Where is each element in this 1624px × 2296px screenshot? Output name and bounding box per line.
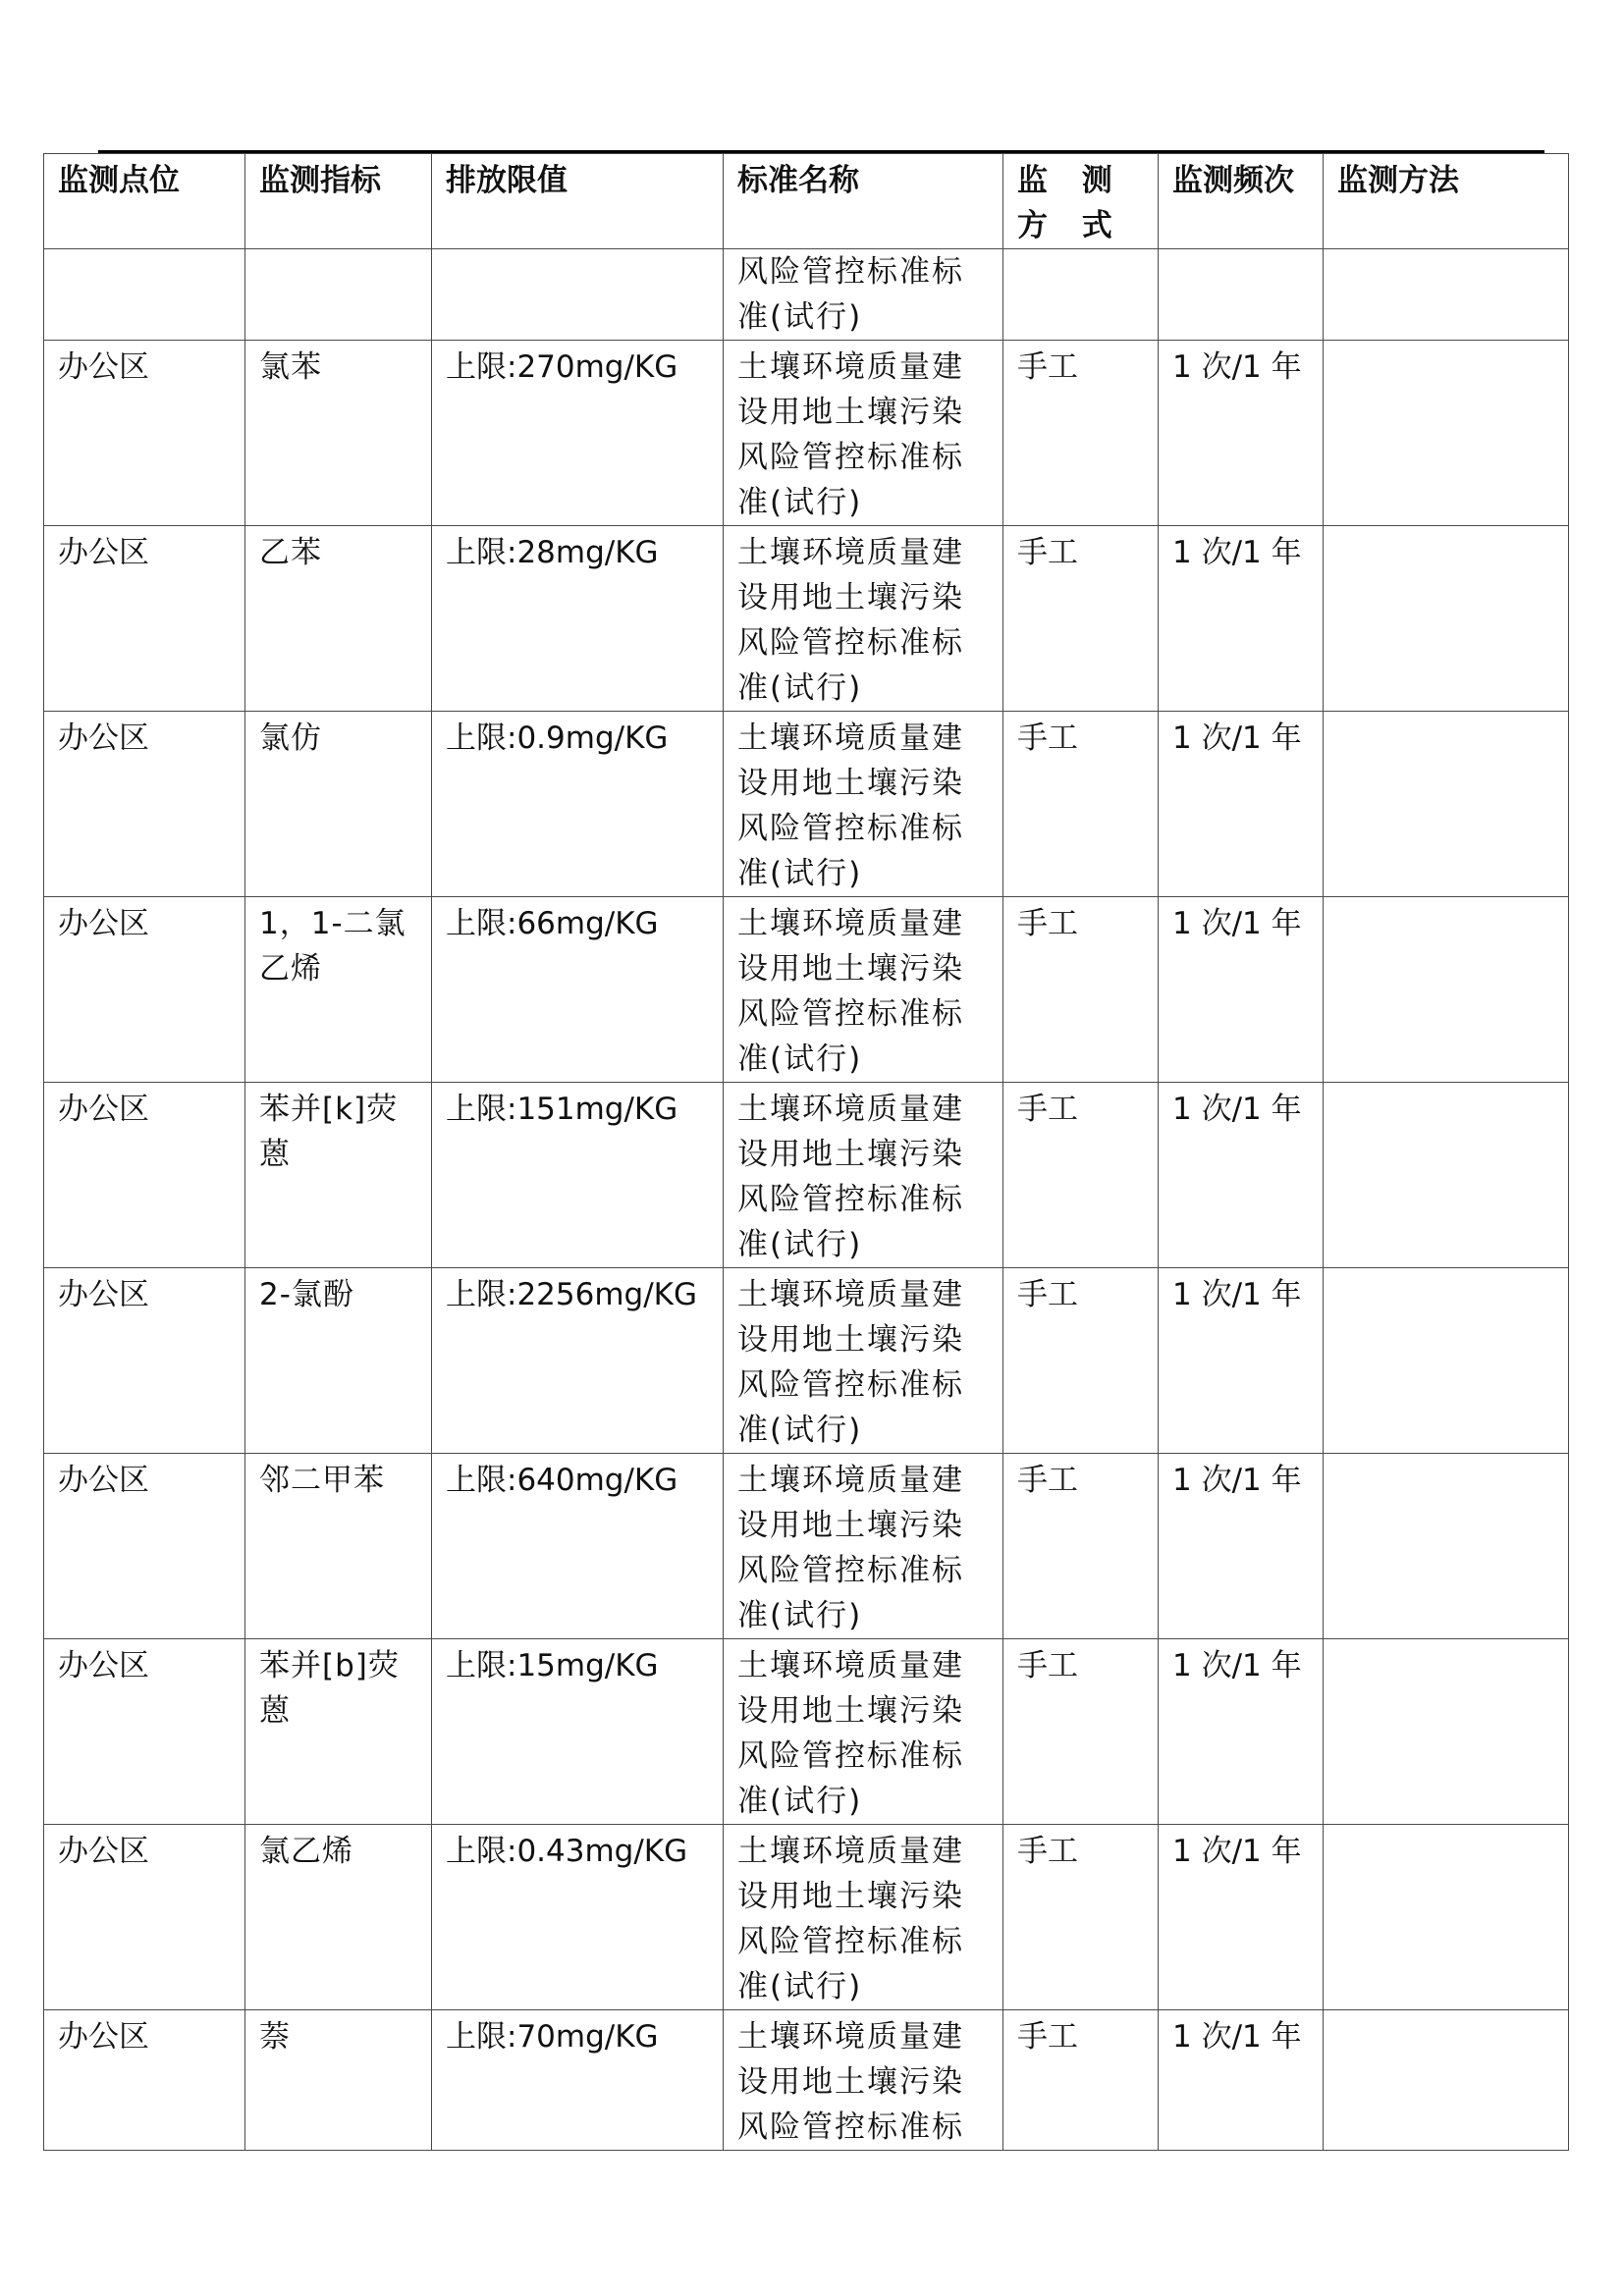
table-row (44, 897, 1569, 1083)
cell-frequency: 1 次/1 年 (1159, 1639, 1324, 1825)
cell-limit: 上限:0.9mg/KG (432, 712, 724, 897)
cell-standard: 土壤环境质量建设用地土壤污染风险管控标准标准(试行) (724, 1268, 1003, 1454)
cell-indicator (245, 249, 432, 341)
cell-method (1324, 1825, 1569, 2010)
cell-indicator: 2-氯酚 (245, 1268, 432, 1454)
cell-limit: 上限:66mg/KG (432, 897, 724, 1083)
cell-method (1324, 712, 1569, 897)
table-row (44, 1825, 1569, 2010)
cell-frequency: 1 次/1 年 (1159, 712, 1324, 897)
cell-frequency: 1 次/1 年 (1159, 1825, 1324, 2010)
cell-mode: 手工 (1003, 1268, 1159, 1454)
cell-location: 办公区 (44, 1083, 245, 1268)
cell-method (1324, 1639, 1569, 1825)
cell-limit: 上限:640mg/KG (432, 1454, 724, 1639)
table-row (44, 2010, 1569, 2151)
cell-location: 办公区 (44, 341, 245, 526)
header-limit: 排放限值 (432, 154, 724, 249)
cell-location: 办公区 (44, 712, 245, 897)
cell-standard: 土壤环境质量建设用地土壤污染风险管控标准标准(试行) (724, 897, 1003, 1083)
cell-method (1324, 249, 1569, 341)
cell-standard: 风险管控标准标准(试行) (724, 249, 1003, 341)
cell-location: 办公区 (44, 1639, 245, 1825)
cell-mode: 手工 (1003, 526, 1159, 712)
cell-standard: 土壤环境质量建设用地土壤污染风险管控标准标准(试行) (724, 1639, 1003, 1825)
cell-mode: 手工 (1003, 2010, 1159, 2151)
cell-location: 办公区 (44, 1268, 245, 1454)
header-standard: 标准名称 (724, 154, 1003, 249)
cell-limit (432, 249, 724, 341)
cell-indicator: 氯仿 (245, 712, 432, 897)
cell-frequency: 1 次/1 年 (1159, 1268, 1324, 1454)
monitoring-table (43, 153, 1569, 2151)
cell-standard: 土壤环境质量建设用地土壤污染风险管控标准标准(试行) (724, 1083, 1003, 1268)
cell-standard: 土壤环境质量建设用地土壤污染风险管控标准标准(试行) (724, 1454, 1003, 1639)
cell-location: 办公区 (44, 526, 245, 712)
cell-location (44, 249, 245, 341)
cell-limit: 上限:270mg/KG (432, 341, 724, 526)
header-indicator: 监测指标 (245, 154, 432, 249)
cell-standard: 土壤环境质量建设用地土壤污染风险管控标准标准(试行) (724, 1825, 1003, 2010)
cell-standard: 土壤环境质量建设用地土壤污染风险管控标准标准(试行) (724, 341, 1003, 526)
cell-mode: 手工 (1003, 341, 1159, 526)
cell-indicator: 氯乙烯 (245, 1825, 432, 2010)
cell-frequency: 1 次/1 年 (1159, 1083, 1324, 1268)
table-row (44, 712, 1569, 897)
header-mode: 监 测 方 式 (1003, 154, 1159, 249)
cell-method (1324, 897, 1569, 1083)
table-row (44, 526, 1569, 712)
cell-mode: 手工 (1003, 1083, 1159, 1268)
table-row (44, 1083, 1569, 1268)
header-method: 监测方法 (1324, 154, 1569, 249)
cell-limit: 上限:2256mg/KG (432, 1268, 724, 1454)
cell-mode: 手工 (1003, 897, 1159, 1083)
cell-indicator: 氯苯 (245, 341, 432, 526)
cell-method (1324, 341, 1569, 526)
cell-frequency: 1 次/1 年 (1159, 341, 1324, 526)
header-location: 监测点位 (44, 154, 245, 249)
cell-limit: 上限:28mg/KG (432, 526, 724, 712)
cell-mode: 手工 (1003, 1639, 1159, 1825)
cell-mode: 手工 (1003, 1454, 1159, 1639)
cell-method (1324, 1454, 1569, 1639)
table-row (44, 341, 1569, 526)
table-row-continuation (44, 249, 1569, 341)
cell-indicator: 苯并[k]荧蒽 (245, 1083, 432, 1268)
cell-method (1324, 526, 1569, 712)
cell-limit: 上限:0.43mg/KG (432, 1825, 724, 2010)
cell-standard: 土壤环境质量建设用地土壤污染风险管控标准标准(试行) (724, 526, 1003, 712)
table-row (44, 1454, 1569, 1639)
cell-location: 办公区 (44, 1825, 245, 2010)
table-row (44, 1268, 1569, 1454)
cell-method (1324, 2010, 1569, 2151)
cell-frequency (1159, 249, 1324, 341)
cell-indicator: 苯并[b]荧蒽 (245, 1639, 432, 1825)
table-header-row (44, 154, 1569, 249)
cell-method (1324, 1083, 1569, 1268)
cell-frequency: 1 次/1 年 (1159, 897, 1324, 1083)
cell-frequency: 1 次/1 年 (1159, 526, 1324, 712)
cell-indicator: 1，1-二氯乙烯 (245, 897, 432, 1083)
cell-frequency: 1 次/1 年 (1159, 2010, 1324, 2151)
cell-indicator: 萘 (245, 2010, 432, 2151)
cell-mode: 手工 (1003, 712, 1159, 897)
cell-frequency: 1 次/1 年 (1159, 1454, 1324, 1639)
cell-standard: 土壤环境质量建设用地土壤污染风险管控标准标 (724, 2010, 1003, 2151)
cell-mode (1003, 249, 1159, 341)
table-row (44, 1639, 1569, 1825)
cell-method (1324, 1268, 1569, 1454)
cell-limit: 上限:151mg/KG (432, 1083, 724, 1268)
cell-location: 办公区 (44, 897, 245, 1083)
cell-indicator: 乙苯 (245, 526, 432, 712)
cell-limit: 上限:70mg/KG (432, 2010, 724, 2151)
cell-mode: 手工 (1003, 1825, 1159, 2010)
cell-limit: 上限:15mg/KG (432, 1639, 724, 1825)
cell-standard: 土壤环境质量建设用地土壤污染风险管控标准标准(试行) (724, 712, 1003, 897)
cell-location: 办公区 (44, 2010, 245, 2151)
cell-location: 办公区 (44, 1454, 245, 1639)
cell-indicator: 邻二甲苯 (245, 1454, 432, 1639)
header-frequency: 监测频次 (1159, 154, 1324, 249)
